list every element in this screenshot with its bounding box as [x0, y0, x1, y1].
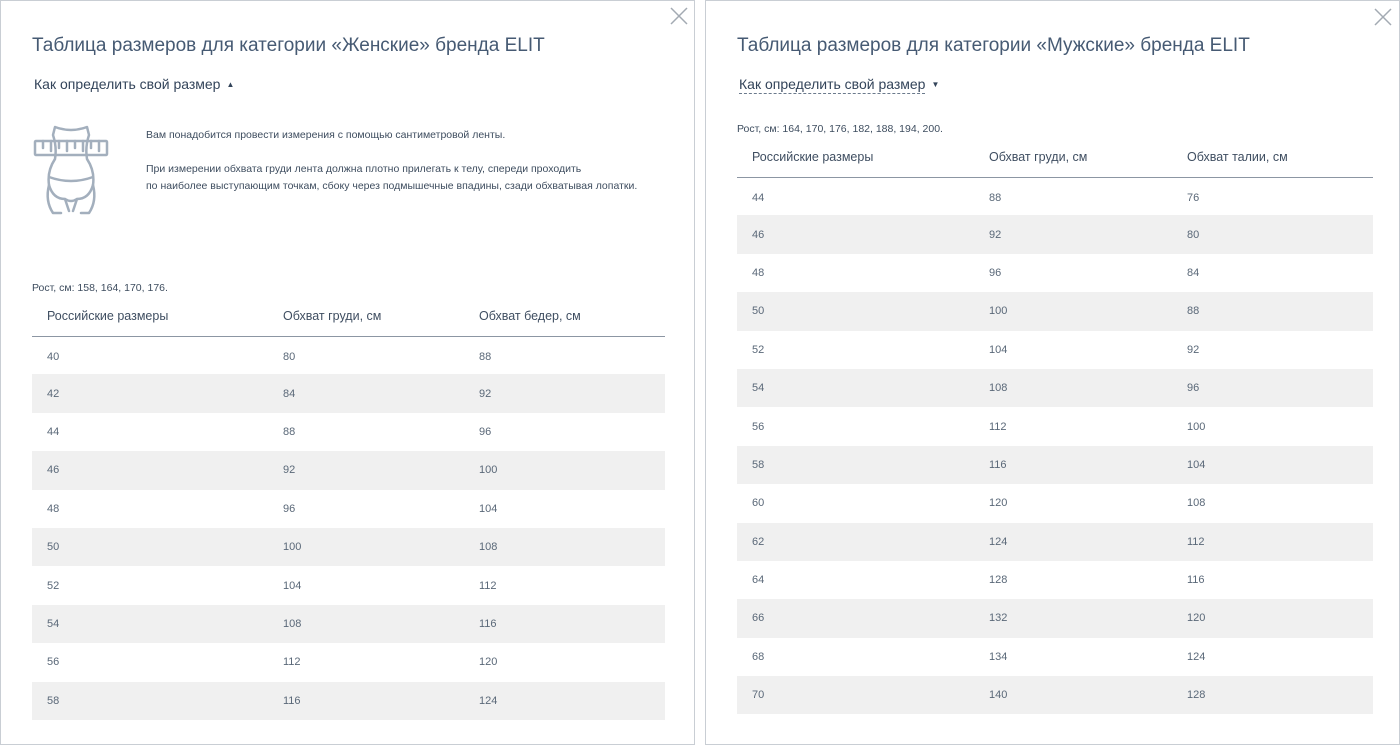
cell-third: 76 [1187, 192, 1200, 205]
table-row [737, 292, 1373, 330]
cell-third: 96 [1172, 369, 1373, 407]
cell-ru-size: 62 [737, 523, 974, 561]
table-row [32, 643, 665, 681]
panel-title: Таблица размеров для категории «Мужские» бренда ELIT [737, 35, 1250, 56]
cell-chest: 140 [974, 676, 1172, 714]
how-to-measure-label: Как определить свой размер [739, 76, 926, 92]
cell-third: 100 [1187, 420, 1206, 433]
table-row [737, 331, 1373, 369]
size-chart-panel-men [705, 0, 1400, 745]
cell-third: 116 [464, 605, 665, 643]
table-row [32, 413, 665, 451]
cell-chest: 108 [268, 605, 464, 643]
cell-ru-size: 54 [32, 605, 268, 643]
table-row [737, 215, 1373, 253]
cell-third: 80 [1172, 215, 1373, 253]
table-header-row [737, 137, 1373, 177]
instruction-text-2: При измерении обхвата груди лента должна плотно прилегать к телу, спереди проходить [146, 163, 582, 175]
cell-chest: 116 [268, 682, 464, 720]
cell-chest: 96 [989, 266, 1002, 279]
table-row [737, 177, 1373, 215]
caret-up-icon: ▲ [226, 80, 235, 89]
cell-ru-size: 68 [752, 650, 765, 663]
table-row [32, 374, 665, 412]
cell-ru-size: 46 [32, 451, 268, 489]
cell-ru-size: 58 [32, 682, 268, 720]
close-icon[interactable] [1373, 7, 1393, 27]
close-icon[interactable] [669, 6, 689, 26]
cell-chest: 104 [989, 343, 1008, 356]
cell-ru-size: 44 [752, 192, 765, 205]
table-row [737, 446, 1373, 484]
table-row [737, 407, 1373, 445]
table-header-row [32, 296, 665, 336]
cell-ru-size: 66 [737, 599, 974, 637]
cell-ru-size: 52 [752, 343, 765, 356]
height-note: Рост, см: 158, 164, 170, 176. [32, 282, 168, 294]
table-row [32, 682, 665, 720]
cell-chest: 132 [974, 599, 1172, 637]
cell-third: 108 [1187, 497, 1206, 510]
cell-third: 96 [479, 425, 492, 438]
how-to-measure-label: Как определить свой размер [34, 76, 221, 92]
table-row [32, 528, 665, 566]
table-row [32, 451, 665, 489]
table-row [32, 336, 665, 374]
cell-ru-size: 70 [737, 676, 974, 714]
cell-third: 120 [1172, 599, 1373, 637]
cell-third: 84 [1187, 266, 1200, 279]
cell-chest: 84 [268, 374, 464, 412]
cell-third: 104 [479, 502, 498, 515]
table-row [32, 566, 665, 604]
cell-chest: 108 [974, 369, 1172, 407]
cell-ru-size: 54 [737, 369, 974, 407]
instruction-text-3: по наиболее выступающим точкам, сбоку через подмышечные впадины, сзади обхватывая лопатки. [146, 180, 638, 192]
caret-down-icon: ▼ [931, 80, 940, 89]
height-note: Рост, см: 164, 170, 176, 182, 188, 194, 200. [737, 123, 943, 135]
cell-chest: 112 [283, 656, 301, 669]
cell-chest: 96 [283, 502, 296, 515]
cell-chest: 104 [283, 579, 302, 592]
column-header-waist: Обхват талии, см [1172, 137, 1373, 177]
cell-ru-size: 44 [47, 425, 60, 438]
cell-ru-size: 50 [737, 292, 974, 330]
table-row [737, 561, 1373, 599]
cell-ru-size: 52 [47, 579, 60, 592]
table-row [737, 254, 1373, 292]
column-header-chest: Обхват груди, см [974, 137, 1172, 177]
cell-third: 112 [479, 579, 497, 592]
cell-chest: 128 [989, 574, 1008, 587]
how-to-measure-toggle[interactable] [34, 76, 234, 92]
cell-third: 92 [464, 374, 665, 412]
table-row [737, 369, 1373, 407]
column-header-chest: Обхват груди, см [268, 296, 464, 336]
cell-third: 116 [1187, 574, 1205, 587]
instruction-text-1: Вам понадобится провести измерения с помощью сантиметровой ленты. [146, 129, 506, 141]
cell-chest: 124 [974, 523, 1172, 561]
size-table-women [32, 296, 665, 720]
cell-chest: 80 [283, 351, 296, 364]
cell-ru-size: 42 [32, 374, 268, 412]
table-row [32, 605, 665, 643]
cell-chest: 88 [283, 425, 296, 438]
cell-third: 100 [464, 451, 665, 489]
table-row [32, 490, 665, 528]
cell-chest: 112 [989, 420, 1007, 433]
measuring-tape-body-icon [31, 119, 121, 224]
column-header-ru-size: Российские размеры [737, 137, 974, 177]
cell-ru-size: 40 [47, 351, 60, 364]
size-table-men [737, 137, 1373, 714]
cell-ru-size: 46 [737, 215, 974, 253]
cell-chest: 120 [989, 497, 1008, 510]
table-row [737, 599, 1373, 637]
table-row [737, 484, 1373, 522]
cell-ru-size: 48 [47, 502, 60, 515]
table-row [737, 523, 1373, 561]
cell-third: 120 [479, 656, 498, 669]
cell-third: 112 [1172, 523, 1373, 561]
cell-ru-size: 56 [752, 420, 765, 433]
column-header-ru-size: Российские размеры [32, 296, 268, 336]
cell-ru-size: 58 [737, 446, 974, 484]
cell-ru-size: 48 [752, 266, 765, 279]
cell-chest: 88 [989, 192, 1002, 205]
cell-third: 92 [1187, 343, 1200, 356]
table-row [737, 638, 1373, 676]
cell-chest: 100 [974, 292, 1172, 330]
size-chart-panel-women [0, 0, 695, 745]
cell-third: 88 [479, 351, 492, 364]
cell-chest: 92 [974, 215, 1172, 253]
cell-third: 108 [464, 528, 665, 566]
cell-third: 124 [1187, 650, 1206, 663]
how-to-measure-toggle[interactable] [739, 76, 939, 94]
cell-third: 88 [1172, 292, 1373, 330]
column-header-hips: Обхват бедер, см [464, 296, 665, 336]
cell-chest: 100 [268, 528, 464, 566]
cell-ru-size: 50 [32, 528, 268, 566]
cell-ru-size: 60 [752, 497, 765, 510]
cell-third: 124 [464, 682, 665, 720]
cell-chest: 134 [989, 650, 1008, 663]
cell-third: 128 [1172, 676, 1373, 714]
cell-ru-size: 64 [752, 574, 765, 587]
cell-chest: 92 [268, 451, 464, 489]
cell-third: 104 [1172, 446, 1373, 484]
table-row [737, 676, 1373, 714]
cell-chest: 116 [974, 446, 1172, 484]
panel-title: Таблица размеров для категории «Женские» бренда ELIT [32, 35, 545, 56]
cell-ru-size: 56 [47, 656, 60, 669]
